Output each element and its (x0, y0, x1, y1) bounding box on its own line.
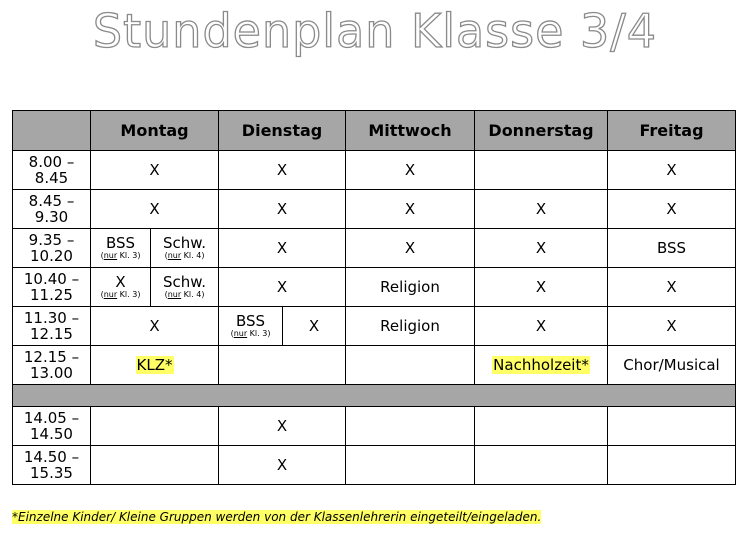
time-cell: 8.45 – 9.30 (13, 190, 91, 229)
cell: X (219, 268, 346, 307)
cell: X (346, 190, 475, 229)
cell (475, 446, 608, 485)
highlight: Nachholzeit* (493, 355, 589, 374)
cell: Religion (346, 307, 475, 346)
time-cell: 8.00 – 8.45 (13, 151, 91, 190)
cell (91, 446, 219, 485)
table-row (13, 268, 736, 307)
cell: X (219, 407, 346, 446)
cell: X (346, 151, 475, 190)
table-row (13, 229, 736, 268)
cell: X (91, 190, 219, 229)
header-corner (13, 111, 91, 151)
highlight: KLZ* (136, 355, 173, 374)
cell (475, 346, 608, 385)
header-day: Mittwoch (346, 111, 475, 151)
cell: X (283, 307, 346, 346)
class-note: (nur Kl. 4) (164, 251, 205, 261)
cell (91, 346, 219, 385)
table-row (13, 151, 736, 190)
cell: BSS (nur Kl. 3) (219, 307, 283, 346)
cell: X (475, 229, 608, 268)
cell (346, 407, 475, 446)
class-note: (nur Kl. 3) (100, 290, 141, 300)
time-cell: 9.35 – 10.20 (13, 229, 91, 268)
time-cell: 14.05 – 14.50 (13, 407, 91, 446)
cell: X (91, 307, 219, 346)
class-note: (nur Kl. 4) (164, 290, 205, 300)
cell: X (219, 190, 346, 229)
header-row (13, 111, 736, 151)
cell: Chor/Musical (608, 346, 736, 385)
time-cell: 11.30 – 12.15 (13, 307, 91, 346)
cell (219, 346, 346, 385)
class-note: (nur Kl. 3) (230, 329, 271, 339)
cell: X (219, 446, 346, 485)
cell: X (91, 151, 219, 190)
cell: X (608, 151, 736, 190)
cell (346, 346, 475, 385)
timetable (12, 110, 736, 485)
cell (475, 407, 608, 446)
cell: Religion (346, 268, 475, 307)
header-day: Montag (91, 111, 219, 151)
break-cell (13, 385, 736, 407)
header-day: Dienstag (219, 111, 346, 151)
cell: X (475, 190, 608, 229)
cell: BSS (nur Kl. 3) (91, 229, 151, 268)
table-row (13, 446, 736, 485)
cell: X (608, 190, 736, 229)
header-day: Donnerstag (475, 111, 608, 151)
time-cell: 14.50 – 15.35 (13, 446, 91, 485)
table-row (13, 346, 736, 385)
page-title: Stundenplan Klasse 3/4 (92, 4, 658, 58)
cell (608, 446, 736, 485)
table-row (13, 190, 736, 229)
cell: Schw. (nur Kl. 4) (151, 229, 219, 268)
cell: X (608, 307, 736, 346)
time-cell: 12.15 – 13.00 (13, 346, 91, 385)
cell (475, 151, 608, 190)
cell: X (219, 229, 346, 268)
time-cell: 10.40 – 11.25 (13, 268, 91, 307)
break-row (13, 385, 736, 407)
cell (346, 446, 475, 485)
cell: Schw. (nur Kl. 4) (151, 268, 219, 307)
footnote: *Einzelne Kinder/ Kleine Gruppen werden von der Klassenlehrerin eingeteilt/eingeladen. (12, 510, 542, 524)
header-day: Freitag (608, 111, 736, 151)
cell: X (219, 151, 346, 190)
cell: X (475, 268, 608, 307)
cell: X (346, 229, 475, 268)
table-row (13, 307, 736, 346)
table-row (13, 407, 736, 446)
cell: X (475, 307, 608, 346)
cell (608, 407, 736, 446)
cell: X (608, 268, 736, 307)
cell: X (nur Kl. 3) (91, 268, 151, 307)
class-note: (nur Kl. 3) (100, 251, 141, 261)
cell (91, 407, 219, 446)
cell: BSS (608, 229, 736, 268)
